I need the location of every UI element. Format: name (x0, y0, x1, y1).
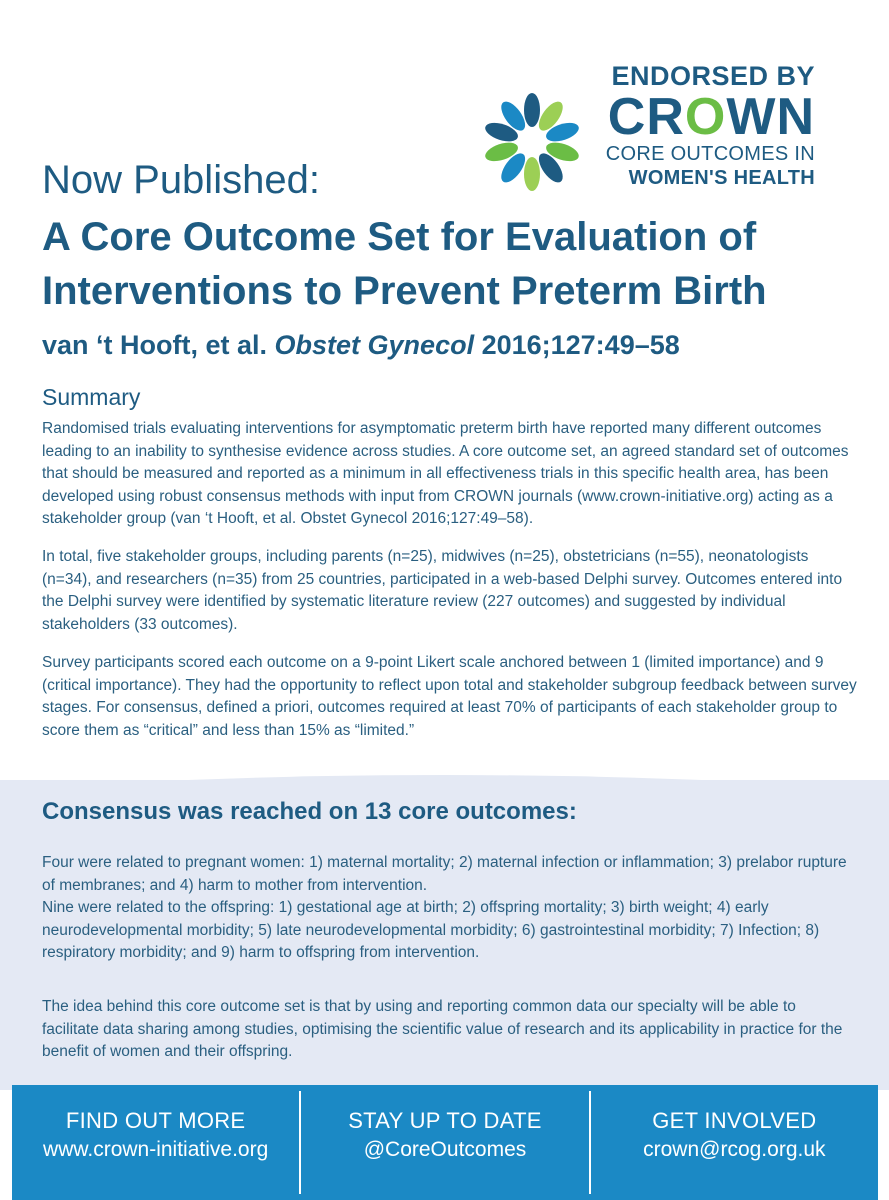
footer-stay-up-to-date (301, 1085, 588, 1200)
now-published-label: Now Published: (42, 158, 320, 202)
footer-heading: STAY UP TO DATE (348, 1108, 542, 1133)
women-outcomes-text: Four were related to pregnant women: 1) maternal mortality; 2) maternal infection or inflammation; 3) prelabor rupture of membranes; and 4) harm to mother from intervention. (42, 854, 847, 894)
closing-paragraph: The idea behind this core outcome set is that by using and reporting common data our specialty will be able to facilitate data sharing among studies, optimising the scientific value of research and its applicability in practice for the benefit of women and their offspring. (42, 998, 843, 1060)
crown-subtitle-line1: CORE OUTCOMES IN (605, 143, 815, 165)
twitter-handle-link[interactable]: @CoreOutcomes (363, 1138, 527, 1161)
footer-find-out-more (12, 1085, 299, 1200)
consensus-heading: Consensus was reached on 13 core outcomes: (42, 798, 577, 825)
citation-journal: Obstet Gynecol (274, 330, 475, 360)
title-line: A Core Outcome Set for Evaluation of (42, 215, 757, 259)
wordmark-o: O (684, 88, 727, 146)
offspring-outcomes-text: Nine were related to the offspring: 1) gestational age at birth; 2) offspring mortality; 3) birth weight; 4) early neurodevelopmental morbidity; 5) late neurodevelopmental morbidity; 6) gastrointestinal morbidity; 7) Infection; 8) respiratory morbidity; and 9) harm to offspring from intervention. (42, 899, 820, 961)
summary-paragraph: In total, five stakeholder groups, including parents (n=25), midwives (n=25), obstetricians (n=55), neonatologists (n=34), and researchers (n=35) from 25 countries, participated in a web-based Delphi survey. Outcomes entered into the Delphi survey were identified by systematic literature review (227 outcomes) and suggested by individual stakeholders (33 outcomes). (42, 548, 843, 633)
email-link[interactable]: crown@rcog.org.uk (643, 1138, 826, 1161)
crown-endorsement (475, 60, 815, 190)
consensus-outcomes (42, 852, 857, 965)
footer-heading: FIND OUT MORE (65, 1108, 246, 1133)
wordmark-part: WN (726, 88, 815, 146)
website-link[interactable]: www.crown-initiative.org (43, 1138, 269, 1161)
citation-details: 2016;127:49–58 (474, 330, 680, 360)
crown-subtitle-line2: WOMEN'S HEALTH (628, 167, 815, 189)
footer-bar (12, 1085, 878, 1200)
endorsed-by-label: ENDORSED BY (611, 61, 815, 91)
page-title (42, 210, 862, 318)
title-line: Interventions to Prevent Preterm Birth (42, 269, 767, 313)
footer-heading: GET INVOLVED (652, 1108, 817, 1133)
citation-authors: van ‘t Hooft, et al. (42, 330, 275, 360)
summary-paragraph: Survey participants scored each outcome on a 9-point Likert scale anchored between 1 (limited importance) and 9 (critical importance). They had the opportunity to reflect upon total and stakeholder subgroup feedback between survey stages. For consensus, defined a priori, outcomes required at least 70% of participants of each stakeholder group to score them as “critical” and less than 15% as “limited.” (42, 654, 857, 739)
summary-paragraph: Randomised trials evaluating interventions for asymptomatic preterm birth have reported many different outcomes leading to an inability to synthesise evidence across studies. A core outcome set, an agreed standard set of outcomes that should be measured and reported as a minimum in all effectiveness trials in this specific health area, has been developed using robust consensus methods with input from CROWN journals (www.crown-initiative.org) acting as a stakeholder group (van ‘t Hooft, et al. Obstet Gynecol 2016;127:49–58). (42, 420, 849, 527)
footer-get-involved (591, 1085, 878, 1200)
summary-heading: Summary (42, 384, 141, 410)
wordmark-part: CR (607, 88, 685, 146)
crown-wordmark (475, 88, 815, 146)
citation (42, 330, 680, 361)
